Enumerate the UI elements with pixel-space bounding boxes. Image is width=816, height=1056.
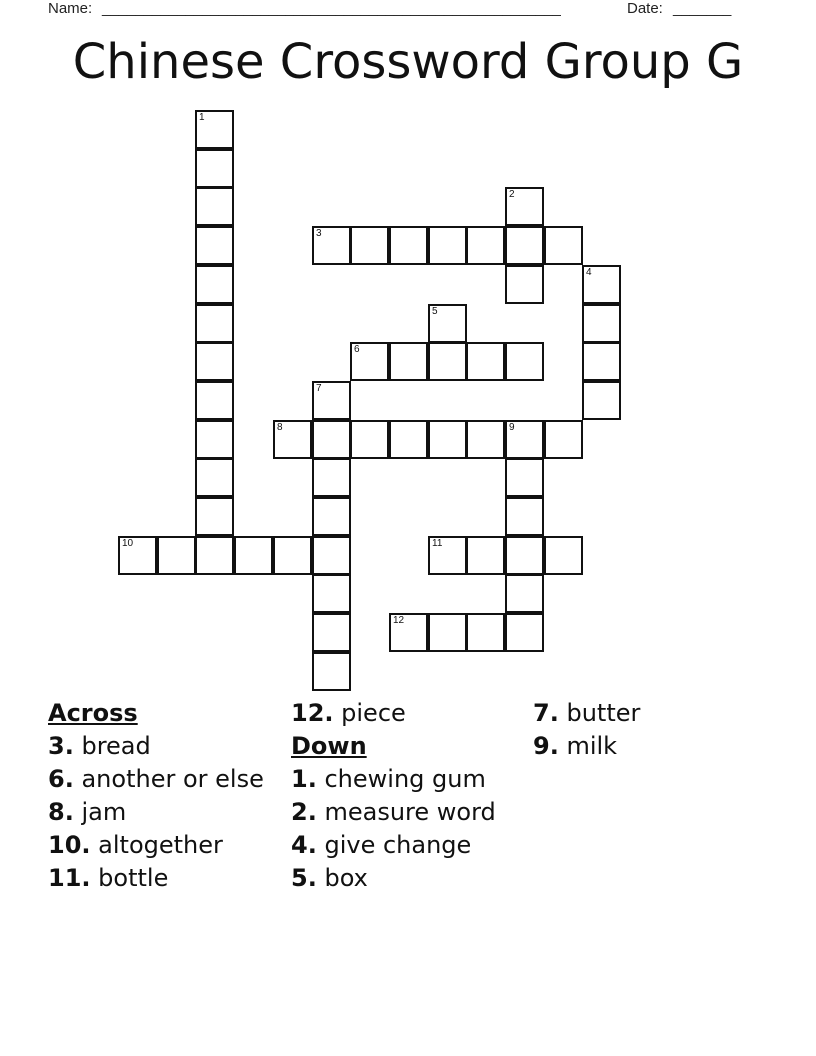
crossword-cell[interactable] bbox=[389, 613, 428, 652]
cell-number: 9 bbox=[509, 422, 515, 433]
clue-number: 3. bbox=[48, 732, 74, 760]
crossword-cell[interactable] bbox=[118, 536, 157, 575]
clue-number: 11. bbox=[48, 864, 91, 892]
cell-number: 10 bbox=[122, 538, 134, 549]
clue-down-5 bbox=[291, 865, 511, 892]
crossword-cell[interactable] bbox=[544, 420, 583, 459]
clue-number: 9. bbox=[533, 732, 559, 760]
crossword-cell[interactable] bbox=[312, 574, 351, 613]
name-blank: _______________________________________________________ bbox=[102, 0, 561, 17]
crossword-cell[interactable] bbox=[428, 226, 467, 265]
crossword-cell[interactable] bbox=[505, 536, 544, 575]
crossword-cell[interactable] bbox=[428, 613, 467, 652]
crossword-cell[interactable] bbox=[312, 226, 351, 265]
cell-number: 2 bbox=[509, 189, 515, 200]
crossword-cell[interactable] bbox=[273, 420, 312, 459]
crossword-cell[interactable] bbox=[582, 304, 621, 343]
crossword-cell[interactable] bbox=[428, 420, 467, 459]
clue-number: 2. bbox=[291, 798, 317, 826]
clue-number: 5. bbox=[291, 864, 317, 892]
clue-number: 6. bbox=[48, 765, 74, 793]
down-heading: Down bbox=[291, 732, 367, 760]
crossword-cell[interactable] bbox=[312, 381, 351, 420]
crossword-cell[interactable] bbox=[505, 226, 544, 265]
crossword-cell[interactable] bbox=[428, 536, 467, 575]
crossword-cell[interactable] bbox=[389, 342, 428, 381]
clue-down-2 bbox=[291, 799, 511, 826]
crossword-cell[interactable] bbox=[195, 458, 234, 497]
crossword-cell[interactable] bbox=[234, 536, 273, 575]
crossword-cell[interactable] bbox=[195, 265, 234, 304]
crossword-cell[interactable] bbox=[582, 342, 621, 381]
crossword-cell[interactable] bbox=[428, 304, 467, 343]
crossword-cell[interactable] bbox=[428, 342, 467, 381]
clue-down-7 bbox=[533, 700, 753, 727]
crossword-cell[interactable] bbox=[544, 536, 583, 575]
crossword-cell[interactable] bbox=[505, 497, 544, 536]
clue-across-10 bbox=[48, 832, 268, 859]
clue-across-3 bbox=[48, 733, 268, 760]
crossword-cell[interactable] bbox=[312, 420, 351, 459]
crossword-cell[interactable] bbox=[505, 613, 544, 652]
crossword-cell[interactable] bbox=[195, 304, 234, 343]
clue-down-4 bbox=[291, 832, 511, 859]
crossword-cell[interactable] bbox=[312, 458, 351, 497]
crossword-cell[interactable] bbox=[582, 381, 621, 420]
crossword-cell[interactable] bbox=[312, 652, 351, 691]
crossword-cell[interactable] bbox=[195, 381, 234, 420]
crossword-cell[interactable] bbox=[466, 420, 505, 459]
clue-across-11 bbox=[48, 865, 268, 892]
crossword-cell[interactable] bbox=[505, 187, 544, 226]
crossword-cell[interactable] bbox=[195, 497, 234, 536]
crossword-cell[interactable] bbox=[195, 420, 234, 459]
cell-number: 6 bbox=[354, 344, 360, 355]
crossword-cell[interactable] bbox=[195, 110, 234, 149]
crossword-cell[interactable] bbox=[544, 226, 583, 265]
cell-number: 4 bbox=[586, 267, 592, 278]
crossword-cell[interactable] bbox=[273, 536, 312, 575]
clue-text: piece bbox=[341, 699, 406, 727]
clue-text: bread bbox=[81, 732, 151, 760]
clue-text: butter bbox=[566, 699, 641, 727]
cell-number: 1 bbox=[199, 112, 205, 123]
name-label: Name: bbox=[48, 0, 93, 17]
clue-across-12 bbox=[291, 700, 511, 727]
crossword-cell[interactable] bbox=[195, 226, 234, 265]
clue-across-6 bbox=[48, 766, 268, 793]
clue-text: milk bbox=[566, 732, 618, 760]
clue-text: measure word bbox=[324, 798, 496, 826]
crossword-cell[interactable] bbox=[505, 265, 544, 304]
clue-text: box bbox=[324, 864, 368, 892]
crossword-cell[interactable] bbox=[350, 342, 389, 381]
clue-text: give change bbox=[324, 831, 472, 859]
cell-number: 11 bbox=[432, 538, 443, 549]
cell-number: 12 bbox=[393, 615, 405, 626]
clue-down-9 bbox=[533, 733, 753, 760]
crossword-cell[interactable] bbox=[466, 226, 505, 265]
clues-column-3 bbox=[533, 700, 753, 766]
clue-down-1 bbox=[291, 766, 511, 793]
crossword-cell[interactable] bbox=[350, 420, 389, 459]
clue-number: 7. bbox=[533, 699, 559, 727]
clue-number: 1. bbox=[291, 765, 317, 793]
clue-number: 4. bbox=[291, 831, 317, 859]
crossword-cell[interactable] bbox=[505, 458, 544, 497]
crossword-cell[interactable] bbox=[195, 187, 234, 226]
cell-number: 8 bbox=[277, 422, 283, 433]
clue-across-8 bbox=[48, 799, 268, 826]
crossword-cell[interactable] bbox=[582, 265, 621, 304]
clue-text: chewing gum bbox=[324, 765, 486, 793]
clue-text: jam bbox=[81, 798, 127, 826]
page-title: Chinese Crossword Group G bbox=[72, 34, 744, 90]
clue-text: altogether bbox=[98, 831, 223, 859]
crossword-cell[interactable] bbox=[466, 342, 505, 381]
crossword-cell[interactable] bbox=[312, 497, 351, 536]
cell-number: 3 bbox=[316, 228, 322, 239]
crossword-cell[interactable] bbox=[466, 613, 505, 652]
clues-column-2 bbox=[291, 700, 511, 898]
across-heading: Across bbox=[48, 699, 138, 727]
clue-number: 12. bbox=[291, 699, 334, 727]
crossword-cell[interactable] bbox=[195, 149, 234, 188]
crossword-cell[interactable] bbox=[389, 420, 428, 459]
clue-number: 10. bbox=[48, 831, 91, 859]
crossword-cell[interactable] bbox=[157, 536, 196, 575]
crossword-cell[interactable] bbox=[312, 613, 351, 652]
crossword-cell[interactable] bbox=[195, 536, 234, 575]
date-label: Date: bbox=[627, 0, 663, 17]
crossword-cell[interactable] bbox=[505, 342, 544, 381]
crossword-cell[interactable] bbox=[312, 536, 351, 575]
clues-column-1 bbox=[48, 700, 268, 898]
crossword-cell[interactable] bbox=[195, 342, 234, 381]
crossword-cell[interactable] bbox=[505, 574, 544, 613]
crossword-cell[interactable] bbox=[389, 226, 428, 265]
clue-text: bottle bbox=[98, 864, 169, 892]
cell-number: 7 bbox=[316, 383, 322, 394]
crossword-cell[interactable] bbox=[505, 420, 544, 459]
cell-number: 5 bbox=[432, 306, 438, 317]
clue-text: another or else bbox=[81, 765, 264, 793]
date-blank: _______ bbox=[673, 0, 732, 17]
crossword-cell[interactable] bbox=[466, 536, 505, 575]
crossword-cell[interactable] bbox=[350, 226, 389, 265]
clue-number: 8. bbox=[48, 798, 74, 826]
